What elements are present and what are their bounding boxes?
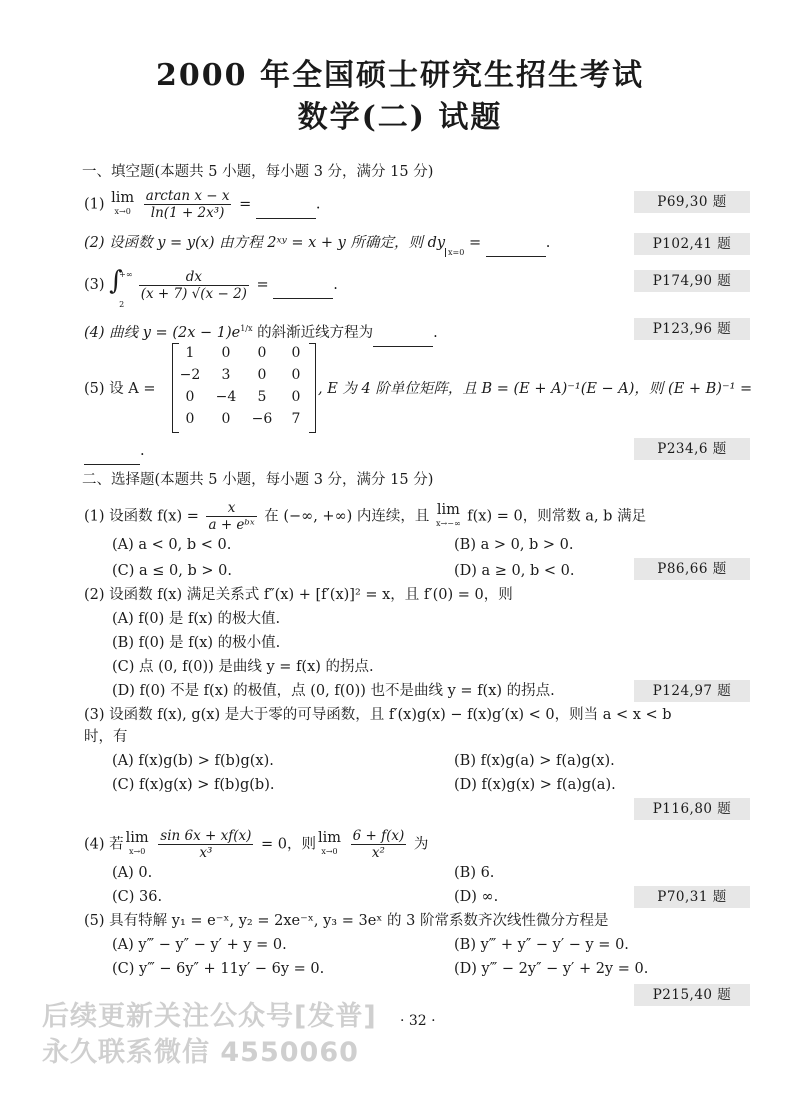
watermark-line-2: 永久联系微信 4550060 (42, 1037, 359, 1068)
question-1-1: (1) lim x→0 $\frac{\text{arctan x − x}}{\text{ln(1 + 2x³)}}$ = . (84, 188, 321, 221)
option-2-3-a: (A) f(x)g(b) > f(b)g(x). (112, 753, 274, 769)
option-2-1-b: (B) a > 0, b > 0. (454, 537, 574, 553)
option-2-4-c: (C) 36. (112, 889, 163, 905)
reference-tag: P123,96 题 (634, 318, 750, 340)
question-1-4: (4) 曲线 $y = (2x - 1)e^{1/x}$ 的斜渐近线方程为 . (84, 318, 438, 347)
option-2-3-c: (C) f(x)g(x) > f(b)g(b). (112, 777, 275, 793)
reference-tag: P116,80 题 (634, 798, 750, 820)
fraction: $\frac{dx}{(x + 7) √(x - 2)}$ (140, 268, 247, 302)
option-2-5-d: (D) y‴ − 2y″ − y′ + 2y = 0. (454, 961, 649, 977)
reference-tag: P124,97 题 (634, 680, 750, 702)
integral-sign: ∫ +∞ 2 (109, 266, 133, 309)
limit-operator: lim x→0 (125, 829, 149, 856)
fraction: $\frac{x}{\text{a + eᵇˣ}}$ (208, 500, 255, 533)
limit-operator: lim x→−∞ (436, 501, 461, 528)
reference-tag: P102,41 题 (634, 233, 750, 255)
option-2-5-b: (B) y‴ + y″ − y′ − y = 0. (454, 937, 629, 953)
fraction: $\frac{\sin 6x + xf(x)}{\text{x³}}$ (160, 828, 252, 861)
option-2-1-d: (D) a ≥ 0, b < 0. (454, 563, 575, 579)
option-2-1-c: (C) a ≤ 0, b > 0. (112, 563, 232, 579)
option-2-5-c: (C) y‴ − 6y″ + 11y′ − 6y = 0. (112, 961, 325, 977)
limit-operator: lim x→0 (111, 189, 135, 216)
question-1-5-label: (5) 设 A = (84, 381, 156, 397)
answer-blank (486, 234, 546, 257)
question-1-5-text: , E 为 4 阶单位矩阵，且 B = (E + A)⁻¹(E − A)，则 (E + B)⁻¹ = (318, 381, 753, 397)
fraction: $\frac{\text{arctan x − x}}{\text{ln(1 + 2x³)}}$ (145, 188, 230, 221)
question-2-3: (3) 设函数 f(x), g(x) 是大于零的可导函数，且 f′(x)g(x) − f(x)g′(x) < 0，则当 a < x < b (84, 707, 672, 723)
fraction: $\frac{6 + f(x)}{\text{x²}}$ (352, 828, 405, 861)
option-2-4-a: (A) 0. (112, 865, 153, 881)
reference-tag: P215,40 题 (634, 984, 750, 1006)
matrix-A: 1 0 0 0 −2 3 0 0 0 −4 5 0 0 0 −6 7 (172, 343, 316, 433)
question-2-2: (2) 设函数 f(x) 满足关系式 f″(x) + [f′(x)]² = x，且 f′(0) = 0，则 (84, 587, 513, 603)
option-2-5-a: (A) y‴ − y″ − y′ + y = 0. (112, 937, 287, 953)
exam-title: 2000 年全国硕士研究生招生考试 (156, 58, 644, 93)
answer-blank (373, 324, 433, 347)
answer-blank (256, 196, 316, 219)
question-2-1: (1) 设函数 f(x) = $\frac{x}{\text{a + eᵇˣ}}$ 在 (−∞, +∞) 内连续，且 lim x→−∞ f(x) = 0，则常数 a, b 满足 (84, 500, 647, 533)
question-2-3-cont: 时，有 (84, 729, 128, 745)
reference-tag: P174,90 题 (634, 270, 750, 292)
option-2-4-b: (B) 6. (454, 865, 495, 881)
reference-tag: P86,66 题 (634, 558, 750, 580)
question-1-3: (3) ∫ +∞ 2 $\frac{dx}{(x + 7) √(x - 2)}$ = . (84, 266, 338, 309)
option-2-2-d: (D) f(0) 不是 f(x) 的极值，点 (0, f(0)) 也不是曲线 y = f(x) 的拐点. (112, 683, 555, 699)
option-2-4-d: (D) ∞. (454, 889, 499, 905)
answer-blank (84, 442, 140, 465)
reference-tag: P234,6 题 (634, 438, 750, 460)
question-1-2: (2) 设函数 y = y(x) 由方程 2ˣʸ = x + y 所确定，则 $dy_{x=0}$ = . (84, 235, 551, 257)
answer-blank (273, 276, 333, 299)
reference-tag: P70,31 题 (634, 886, 750, 908)
section-choice-header: 二、选择题(本题共 5 小题，每小题 3 分，满分 15 分) (82, 472, 434, 488)
option-2-2-b: (B) f(0) 是 f(x) 的极小值. (112, 635, 281, 651)
reference-tag: P69,30 题 (634, 191, 750, 213)
watermark-line-1: 后续更新关注公众号[发普] (42, 1001, 377, 1032)
option-2-2-c: (C) 点 (0, f(0)) 是曲线 y = f(x) 的拐点. (112, 659, 374, 675)
option-2-3-b: (B) f(x)g(a) > f(a)g(x). (454, 753, 615, 769)
exam-subtitle: 数学(二) 试题 (297, 100, 503, 135)
option-2-3-d: (D) f(x)g(x) > f(a)g(a). (454, 777, 616, 793)
option-2-1-a: (A) a < 0, b < 0. (112, 537, 232, 553)
page-number: · 32 · (400, 1013, 436, 1029)
limit-operator: lim x→0 (317, 829, 342, 856)
section-fill-blank-header: 一、填空题(本题共 5 小题，每小题 3 分，满分 15 分) (82, 164, 434, 180)
option-2-2-a: (A) f(0) 是 f(x) 的极大值. (112, 611, 281, 627)
question-2-5: (5) 具有特解 y₁ = e⁻ˣ, y₂ = 2xe⁻ˣ, y₃ = 3eˣ 的 3 阶常系数齐次线性微分方程是 (84, 913, 609, 929)
question-2-4: (4) 若 lim x→0 $\frac{\sin 6x + xf(x)}{\text{x³}}$ = 0，则 lim x→0 $\frac{6 + f(x)}{\text{x²}}$ 为 (84, 828, 429, 861)
question-1-5-blank: . (84, 440, 145, 465)
